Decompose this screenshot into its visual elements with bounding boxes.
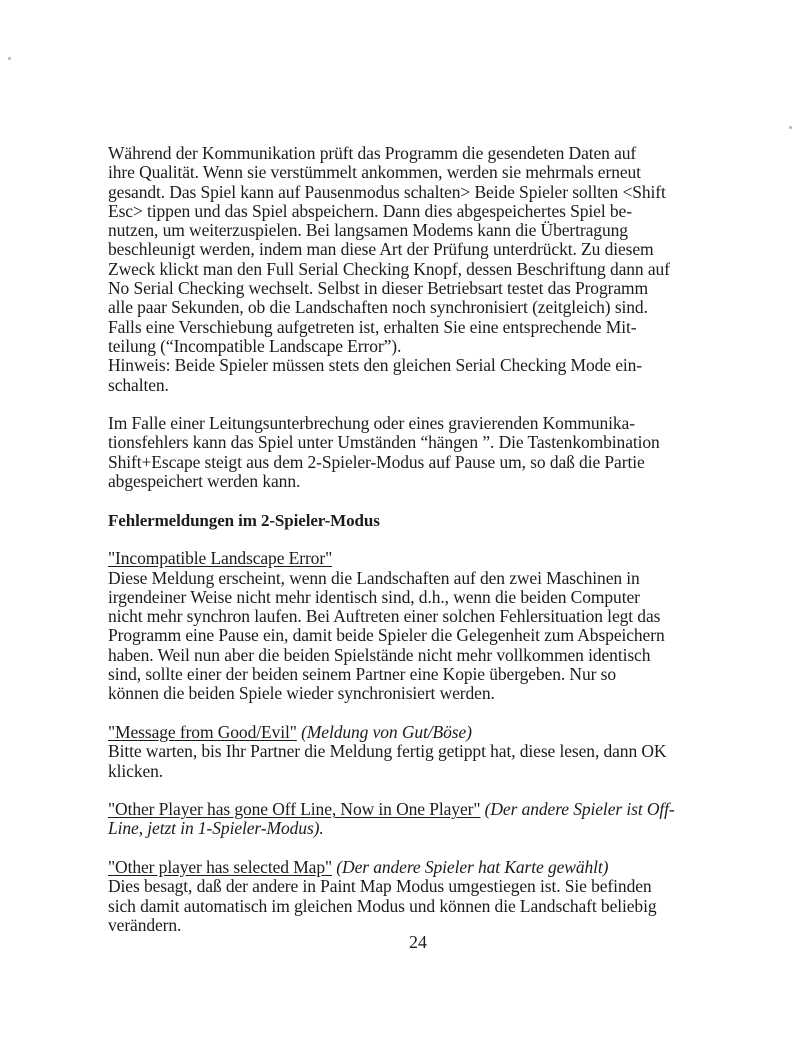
error-translation: (Der andere Spieler ist Off- bbox=[480, 799, 675, 820]
scan-speck bbox=[8, 57, 11, 60]
error-translation: (Meldung von Gut/Böse) bbox=[296, 721, 472, 742]
paragraph-spacer bbox=[108, 491, 738, 510]
error-entry-selected-map bbox=[108, 858, 738, 935]
text-line: sind, sollte einer der beiden seinem Partner eine Kopie übergeben. Nur so bbox=[108, 664, 616, 685]
text-line: verändern. bbox=[108, 914, 182, 935]
error-translation-continued: Line, jetzt in 1-Spieler-Modus). bbox=[108, 818, 324, 839]
text-line: gesandt. Das Spiel kann auf Pausenmodus schalten> Beide Spieler sollten <Shift bbox=[108, 181, 666, 202]
paragraph-line-interruption bbox=[108, 414, 738, 491]
text-line: haben. Weil nun aber die beiden Spielstände nicht mehr vollkommen identisch bbox=[108, 644, 651, 665]
error-entry-incompatible-landscape bbox=[108, 549, 738, 703]
error-title: "Incompatible Landscape Error" bbox=[108, 548, 333, 569]
text-line: können die beiden Spiele wieder synchronisiert werden. bbox=[108, 683, 495, 704]
page-number: 24 bbox=[409, 932, 427, 952]
paragraph-spacer bbox=[108, 704, 738, 723]
error-title: "Message from Good/Evil" bbox=[108, 721, 297, 742]
paragraph-spacer bbox=[108, 395, 738, 414]
error-title: "Other player has selected Map" bbox=[108, 856, 333, 877]
error-title: "Other Player has gone Off Line, Now in One Player" bbox=[108, 799, 481, 820]
text-line: Bitte warten, bis Ihr Partner die Meldung fertig getippt hat, diese lesen, dann OK bbox=[108, 741, 667, 762]
text-line: sich damit automatisch im gleichen Modus und können die Landschaft beliebig bbox=[108, 895, 657, 916]
text-line: Zweck klickt man den Full Serial Checking Knopf, dessen Beschriftung dann auf bbox=[108, 258, 670, 279]
text-line: Dies besagt, daß der andere in Paint Map Modus umgestiegen ist. Sie befinden bbox=[108, 876, 652, 897]
text-line: klicken. bbox=[108, 760, 164, 781]
error-entry-player-offline bbox=[108, 800, 738, 839]
text-line: abgespeichert werden kann. bbox=[108, 471, 301, 492]
paragraph-spacer bbox=[108, 839, 738, 858]
text-line: teilung (“Incompatible Landscape Error”). bbox=[108, 335, 402, 356]
text-line: Esc> tippen und das Spiel abspeichern. Dann dies abgespeichertes Spiel be- bbox=[108, 200, 632, 221]
text-line: ihre Qualität. Wenn sie verstümmelt ankommen, werden sie mehrmals erneut bbox=[108, 162, 641, 183]
text-line: Hinweis: Beide Spieler müssen stets den gleichen Serial Checking Mode ein- bbox=[108, 355, 643, 376]
text-line: Shift+Escape steigt aus dem 2-Spieler-Modus auf Pause um, so daß die Partie bbox=[108, 451, 645, 472]
text-line: beschleunigt werden, indem man diese Art der Prüfung unterdrückt. Zu diesem bbox=[108, 239, 654, 260]
text-line: alle paar Sekunden, ob die Landschaften noch synchronisiert (zeitgleich) sind. bbox=[108, 297, 648, 318]
text-line: Programm eine Pause ein, damit beide Spieler die Gelegenheit zum Abspeichern bbox=[108, 625, 665, 646]
text-line: Im Falle einer Leitungsunterbrechung oder eines gravierenden Kommunika- bbox=[108, 413, 635, 434]
text-line: nutzen, um weiterzuspielen. Bei langsamen Modems kann die Übertragung bbox=[108, 220, 628, 241]
scan-speck bbox=[789, 126, 792, 129]
error-translation: (Der andere Spieler hat Karte gewählt) bbox=[332, 856, 609, 877]
paragraph-spacer bbox=[108, 781, 738, 800]
text-line: Während der Kommunikation prüft das Programm die gesendeten Daten auf bbox=[108, 143, 637, 163]
paragraph-spacer bbox=[108, 530, 738, 549]
heading-text: Fehlermeldungen im 2-Spieler-Modus bbox=[108, 510, 380, 530]
paragraph-communication-check bbox=[108, 144, 738, 395]
error-entry-message-good-evil bbox=[108, 723, 738, 781]
document-page bbox=[108, 144, 738, 935]
text-line: No Serial Checking wechselt. Selbst in dieser Betriebsart testet das Programm bbox=[108, 278, 649, 299]
section-heading bbox=[108, 511, 738, 530]
text-line: Falls eine Verschiebung aufgetreten ist, erhalten Sie eine entsprechende Mit- bbox=[108, 316, 637, 337]
text-line: schalten. bbox=[108, 374, 169, 395]
text-line: tionsfehlers kann das Spiel unter Umständen “hängen ”. Die Tastenkombination bbox=[108, 432, 660, 453]
text-line: nicht mehr synchron laufen. Bei Auftreten einer solchen Fehlersituation legt das bbox=[108, 606, 661, 627]
text-line: irgendeiner Weise nicht mehr identisch sind, d.h., wenn die beiden Computer bbox=[108, 586, 640, 607]
text-line: Diese Meldung erscheint, wenn die Landschaften auf den zwei Maschinen in bbox=[108, 567, 640, 588]
